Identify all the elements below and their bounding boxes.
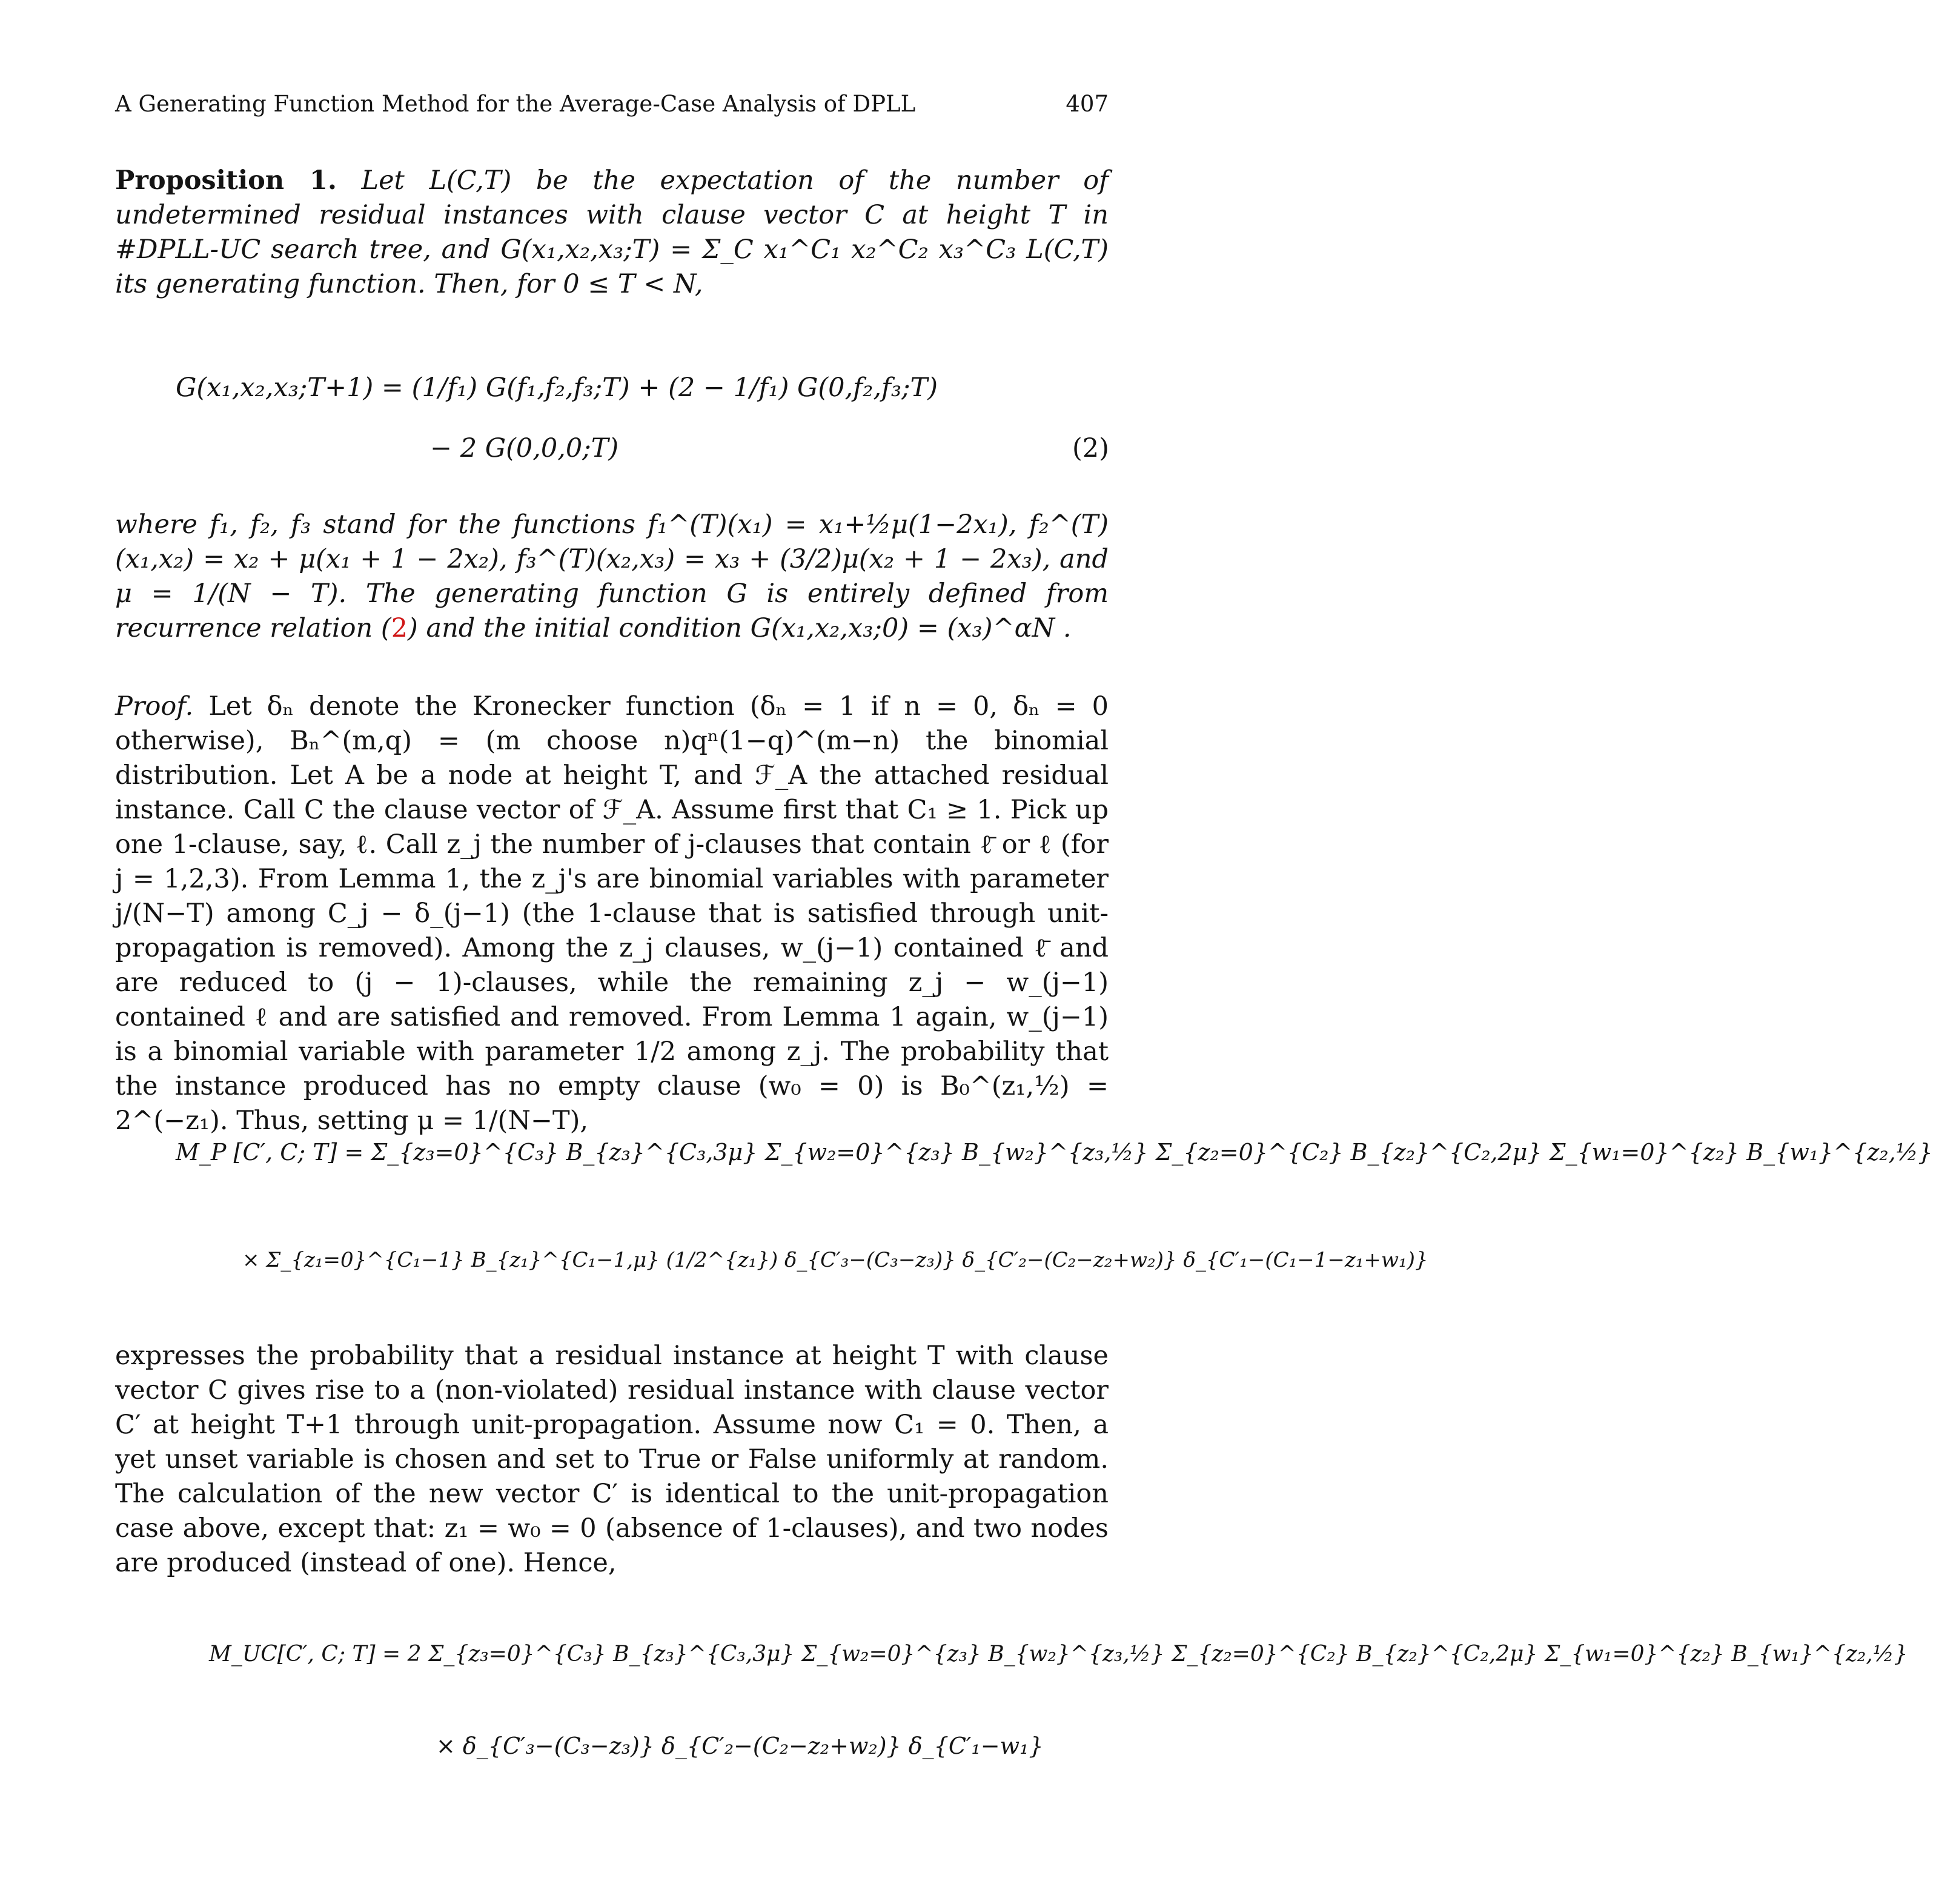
proposition-text: Let L(C,T) be the expectation of the number of undetermined residual instances with clause vector C at height T in #DPLL-UC search tree, and G(x₁,x₂,x₃;T) = Σ_C x₁^C₁ x₂^C₂ x₃^C₃ L(C,T) its generating function. Then, for 0 ≤ T < N,: [115, 165, 1109, 299]
proof-label: Proof.: [115, 691, 194, 721]
equation-number: (2): [1072, 433, 1109, 463]
page-number: 407: [1066, 91, 1109, 117]
proof-paragraph-1: Proof. Let δₙ denote the Kronecker function (δₙ = 1 if n = 0, δₙ = 0 otherwise), Bₙ^(m,q) = (m choose n)qⁿ(1−q)^(m−n) the binomial distribution. Let A be a node at height T, and ℱ_A the attached residual instance. Call C the clause vector of ℱ_A. Assume first that C₁ ≥ 1. Pick up one 1-clause, say, ℓ. Call z_j the number of j-clauses that contain ℓ̄ or ℓ (for j = 1,2,3). From Lemma 1, the z_j's are binomial variables with parameter j/(N−T) among C_j − δ_(j−1) (the 1-clause that is satisfied through unit-propagation is removed). Among the z_j clauses, w_(j−1) contained ℓ̄ and are reduced to (j − 1)-clauses, while the remaining z_j − w_(j−1) contained ℓ and are satisfied and removed. From Lemma 1 again, w_(j−1) is a binomial variable with parameter 1/2 among z_j. The probability that the instance produced has no empty clause (w₀ = 0) is B₀^(z₁,½) = 2^(−z₁). Thus, setting μ = 1/(N−T),: [115, 691, 1109, 1136]
equation-muc-line-2: × δ_{C′₃−(C₃−z₃)} δ_{C′₂−(C₂−z₂+w₂)} δ_{C′₁−w₁}: [436, 1733, 1044, 1759]
equation-2-line-1: G(x₁,x₂,x₃;T+1) = (1/f₁) G(f₁,f₂,f₃;T) + (2 − 1/f₁) G(0,f₂,f₃;T): [176, 373, 938, 403]
proposition-where-clause: where f₁, f₂, f₃ stand for the functions f₁^(T)(x₁) = x₁+½μ(1−2x₁), f₂^(T)(x₁,x₂) = x₂ + μ(x₁ + 1 − 2x₂), f₃^(T)(x₂,x₃) = x₃ + (3/2)μ(x₂ + 1 − 2x₃), and μ = 1/(N − T). The generating function G is entirely defined from recurrence relation (2) and the initial condition G(x₁,x₂,x₃;0) = (x₃)^αN .: [115, 509, 1109, 643]
equation-mp-line-1: M_P [C′, C; T] = Σ_{z₃=0}^{C₃} B_{z₃}^{C₃,3μ} Σ_{w₂=0}^{z₃} B_{w₂}^{z₃,½} Σ_{z₂=0}^{C₂} B_{z₂}^{C₂,2μ} Σ_{w₁=0}^{z₂} B_{w₁}^{z₂,½}: [176, 1139, 1933, 1166]
running-head: [115, 91, 1109, 117]
equation-reference-link[interactable]: 2: [391, 613, 408, 643]
proposition-label: Proposition 1.: [115, 165, 337, 196]
equation-muc-line-1: M_UC[C′, C; T] = 2 Σ_{z₃=0}^{C₃} B_{z₃}^{C₃,3μ} Σ_{w₂=0}^{z₃} B_{w₂}^{z₃,½} Σ_{z₂=0}^{C₂} B_{z₂}^{C₂,2μ} Σ_{w₁=0}^{z₂} B_{w₁}^{z₂,½}: [209, 1642, 1908, 1667]
proposition-statement: [115, 164, 1109, 302]
proof-paragraph-2: expresses the probability that a residual instance at height T with clause vector C gives rise to a (non-violated) residual instance with clause vector C′ at height T+1 through unit-propagation. Assume now C₁ = 0. Then, a yet unset variable is chosen and set to True or False uniformly at random. The calculation of the new vector C′ is identical to the unit-propagation case above, except that: z₁ = w₀ = 0 (absence of 1-clauses), and two nodes are produced (instead of one). Hence,: [115, 1341, 1109, 1578]
equation-2-line-2: − 2 G(0,0,0;T): [430, 433, 619, 463]
running-head-title: A Generating Function Method for the Average-Case Analysis of DPLL: [115, 91, 916, 117]
equation-mp-line-2: × Σ_{z₁=0}^{C₁−1} B_{z₁}^{C₁−1,μ} (1/2^{z₁}) δ_{C′₃−(C₃−z₃)} δ_{C′₂−(C₂−z₂+w₂)} δ_{C′₁−(C₁−1−z₁+w₁)}: [242, 1248, 1428, 1272]
